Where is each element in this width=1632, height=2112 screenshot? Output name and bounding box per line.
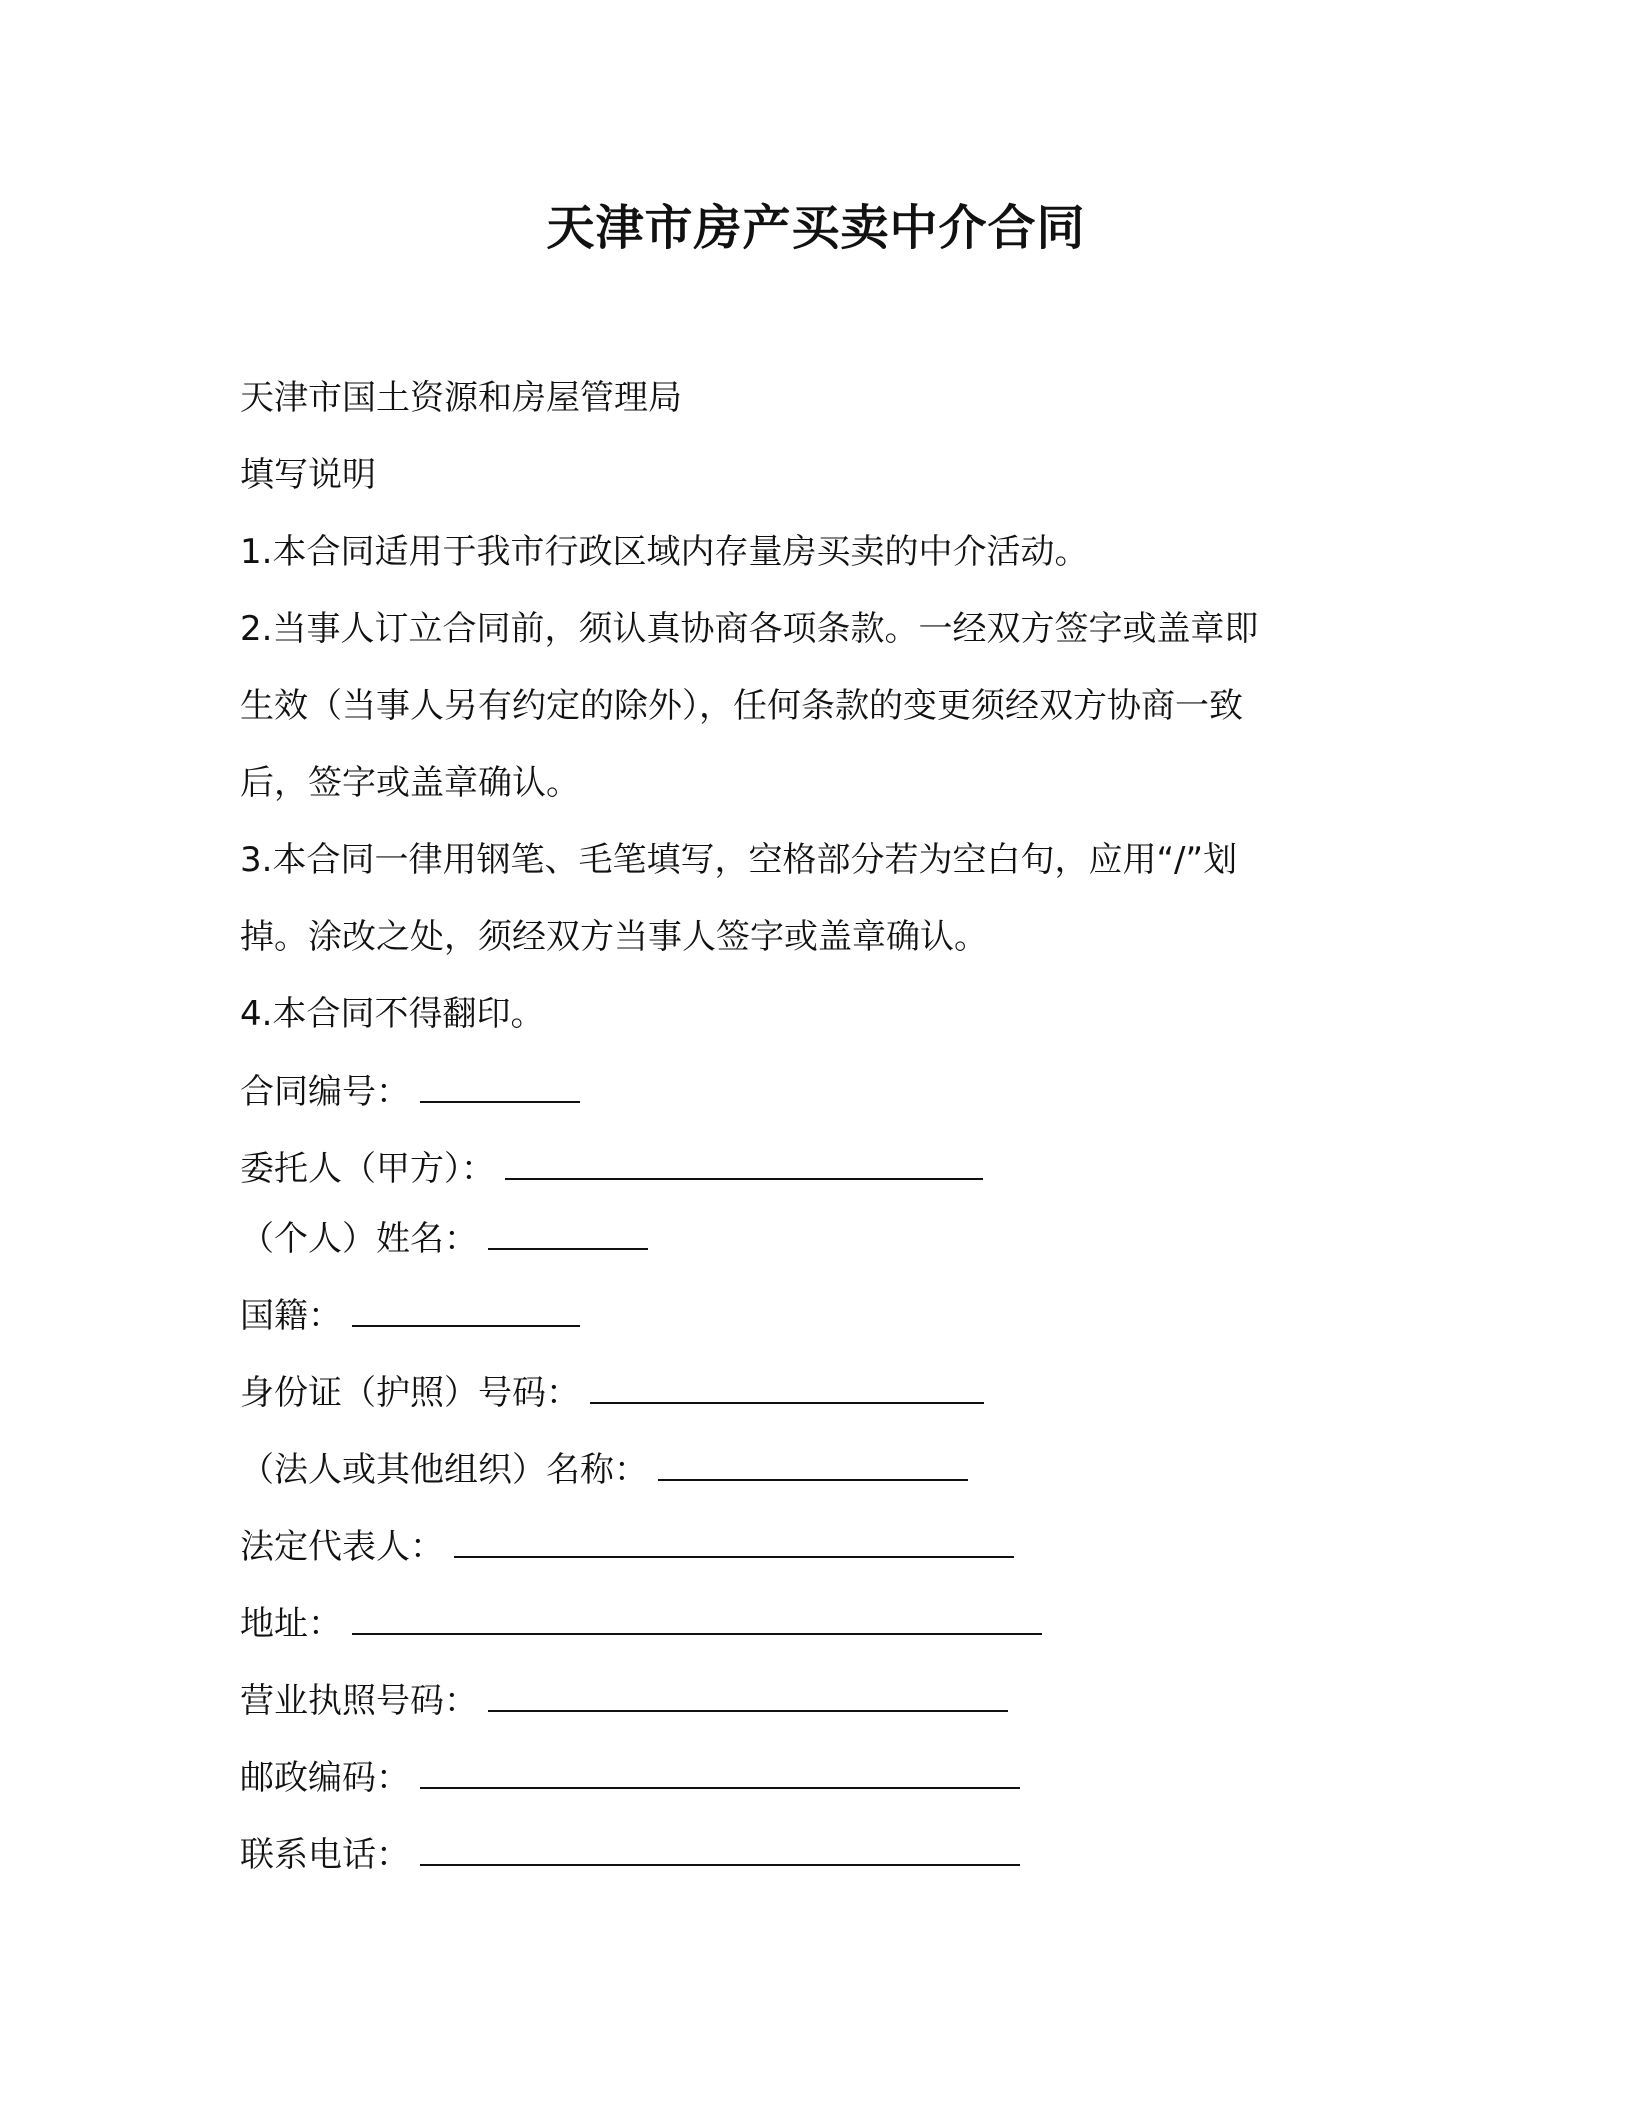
instruction-line: 生效（当事人另有约定的除外），任何条款的变更须经双方协商一致 [240,686,1243,726]
instruction-line: 2.当事人订立合同前，须认真协商各项条款。一经双方签字或盖章即 [240,609,1259,649]
document-title: 天津市房产买卖中介合同 [546,200,1086,256]
field-label: 地址： [240,1604,342,1644]
field-label: 身份证（护照）号码： [240,1373,580,1413]
blank-line[interactable] [505,1142,983,1180]
field-label: （法人或其他组织）名称： [240,1450,648,1490]
field-label: 国籍： [240,1296,342,1336]
field-label: 营业执照号码： [240,1681,478,1721]
blank-line[interactable] [352,1289,580,1327]
instruction-line: 后，签字或盖章确认。 [240,763,580,803]
field-org-name [240,1443,1390,1520]
blank-line[interactable] [658,1443,968,1481]
instruction-line: 掉。涂改之处，须经双方当事人签字或盖章确认。 [240,917,988,957]
field-legal-rep [240,1520,1390,1597]
instruction-line: 4.本合同不得翻印。 [240,994,545,1034]
instructions-heading: 填写说明 [240,455,376,495]
blank-line[interactable] [488,1212,648,1250]
document-body [240,372,1390,1905]
field-contract-no [240,1065,1390,1142]
field-postal-code [240,1751,1390,1828]
field-id-number [240,1366,1390,1443]
instruction-line: 1.本合同适用于我市行政区域内存量房买卖的中介活动。 [240,532,1089,572]
field-label: （个人）姓名： [240,1219,478,1259]
field-label: 合同编号： [240,1072,410,1112]
field-label: 法定代表人： [240,1527,444,1567]
instruction-line: 3.本合同一律用钢笔、毛笔填写，空格部分若为空白句，应用“/”划 [240,840,1238,880]
blank-line[interactable] [420,1065,580,1103]
field-license-no [240,1674,1390,1751]
field-label: 联系电话： [240,1835,410,1875]
field-nationality [240,1289,1390,1366]
field-address [240,1597,1390,1674]
blank-line[interactable] [420,1751,1020,1789]
field-phone [240,1828,1390,1905]
field-label: 委托人（甲方）： [240,1149,495,1189]
blank-line[interactable] [352,1597,1042,1635]
field-client [240,1142,1390,1212]
blank-line[interactable] [454,1520,1014,1558]
blank-line[interactable] [590,1366,984,1404]
field-label: 邮政编码： [240,1758,410,1798]
blank-line[interactable] [420,1828,1020,1866]
blank-line[interactable] [488,1674,1008,1712]
issuer-line: 天津市国土资源和房屋管理局 [240,378,682,418]
field-individual-name [240,1212,1390,1289]
